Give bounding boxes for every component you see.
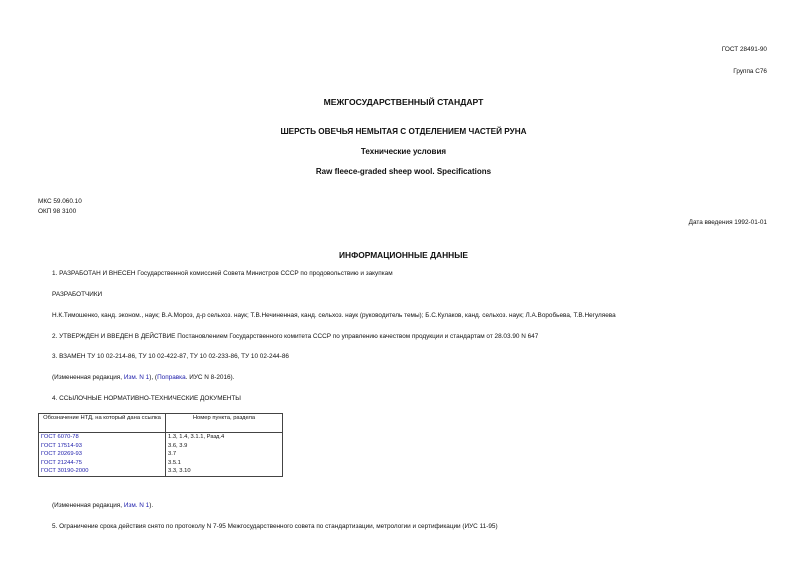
mks-code: МКС 59.060.10 xyxy=(38,198,82,205)
item-5-validity: 5. Ограничение срока действия снято по протоколу N 7-95 Межгосударственного совета по стандартизации, метрологии и сертификации (ИУС 11-95) xyxy=(52,523,498,530)
references-table xyxy=(38,413,283,477)
edition-note-suffix: . ИУС N 8-2016). xyxy=(185,374,235,381)
edition-note-2 xyxy=(52,502,153,509)
table-header-document: Обозначение НТД, на который дана ссылка xyxy=(39,414,166,433)
standard-title: ШЕРСТЬ ОВЕЧЬЯ НЕМЫТАЯ С ОТДЕЛЕНИЕМ ЧАСТЕЙ РУНА xyxy=(280,127,527,136)
table-cell-document-link[interactable]: ГОСТ 17514-93 xyxy=(39,442,166,451)
developers-heading: РАЗРАБОТЧИКИ xyxy=(52,291,103,298)
table-row xyxy=(39,433,283,442)
correction-link[interactable]: Поправка xyxy=(157,374,186,381)
introduction-date: Дата введения 1992-01-01 xyxy=(688,219,767,226)
item-3-replaces: 3. ВЗАМЕН ТУ 10 02-214-86, ТУ 10 02-422-87, ТУ 10 02-233-86, ТУ 10 02-244-86 xyxy=(52,353,289,360)
table-cell-section: 3.5.1 xyxy=(166,459,283,468)
table-header-row xyxy=(39,414,283,433)
table-row xyxy=(39,467,283,476)
table-cell-document-link[interactable]: ГОСТ 30190-2000 xyxy=(39,467,166,476)
table-cell-section: 1.3, 1.4, 3.1.1, Разд.4 xyxy=(166,433,283,442)
document-group: Группа С76 xyxy=(733,68,767,75)
info-data-heading: ИНФОРМАЦИОННЫЕ ДАННЫЕ xyxy=(339,250,468,260)
table-cell-section: 3.6, 3.9 xyxy=(166,442,283,451)
item-4-references: 4. ССЫЛОЧНЫЕ НОРМАТИВНО-ТЕХНИЧЕСКИЕ ДОКУМЕНТЫ xyxy=(52,395,241,402)
amendment-1-link[interactable]: Изм. N 1 xyxy=(123,374,150,381)
table-row xyxy=(39,442,283,451)
table-cell-section: 3.7 xyxy=(166,450,283,459)
table-header-section: Номер пункта, раздела xyxy=(166,414,283,433)
table-row xyxy=(39,459,283,468)
table-cell-section: 3.3, 3.10 xyxy=(166,467,283,476)
document-code: ГОСТ 28491-90 xyxy=(721,46,767,53)
okp-code: ОКП 98 3100 xyxy=(38,208,77,215)
table-cell-document-link[interactable]: ГОСТ 6070-78 xyxy=(39,433,166,442)
edition-note-suffix: ). xyxy=(149,502,154,509)
standard-english-title: Raw fleece-graded sheep wool. Specifications xyxy=(315,167,492,176)
item-1-developed: 1. РАЗРАБОТАН И ВНЕСЕН Государственной комиссией Совета Министров СССР по продовольствию и закупкам xyxy=(52,270,393,277)
table-cell-document-link[interactable]: ГОСТ 20269-93 xyxy=(39,450,166,459)
table-cell-document-link[interactable]: ГОСТ 21244-75 xyxy=(39,459,166,468)
item-2-approved: 2. УТВЕРЖДЕН И ВВЕДЕН В ДЕЙСТВИЕ Постановлением Государственного комитета СССР по управлению качеством продукции и стандартам от 28.03.90 N 647 xyxy=(52,333,539,340)
developers-list: Н.К.Тимошенко, канд. эконом., наук; В.А.Мороз, д-р сельхоз. наук; Т.В.Нечиненная, канд. сельхоз. наук (руководитель темы); Б.С.Кулаков, канд. сельхоз. наук; Л.А.Воробьева, Т.В.Негуляева xyxy=(52,312,616,319)
amendment-1-link[interactable]: Изм. N 1 xyxy=(123,502,150,509)
table-row xyxy=(39,450,283,459)
edition-note-1 xyxy=(52,374,234,381)
edition-note-prefix: (Измененная редакция, xyxy=(52,502,124,509)
edition-note-mid: ), ( xyxy=(149,374,158,381)
standard-subtitle: Технические условия xyxy=(360,147,447,156)
edition-note-prefix: (Измененная редакция, xyxy=(52,374,124,381)
standard-type-heading: МЕЖГОСУДАРСТВЕННЫЙ СТАНДАРТ xyxy=(323,97,484,107)
